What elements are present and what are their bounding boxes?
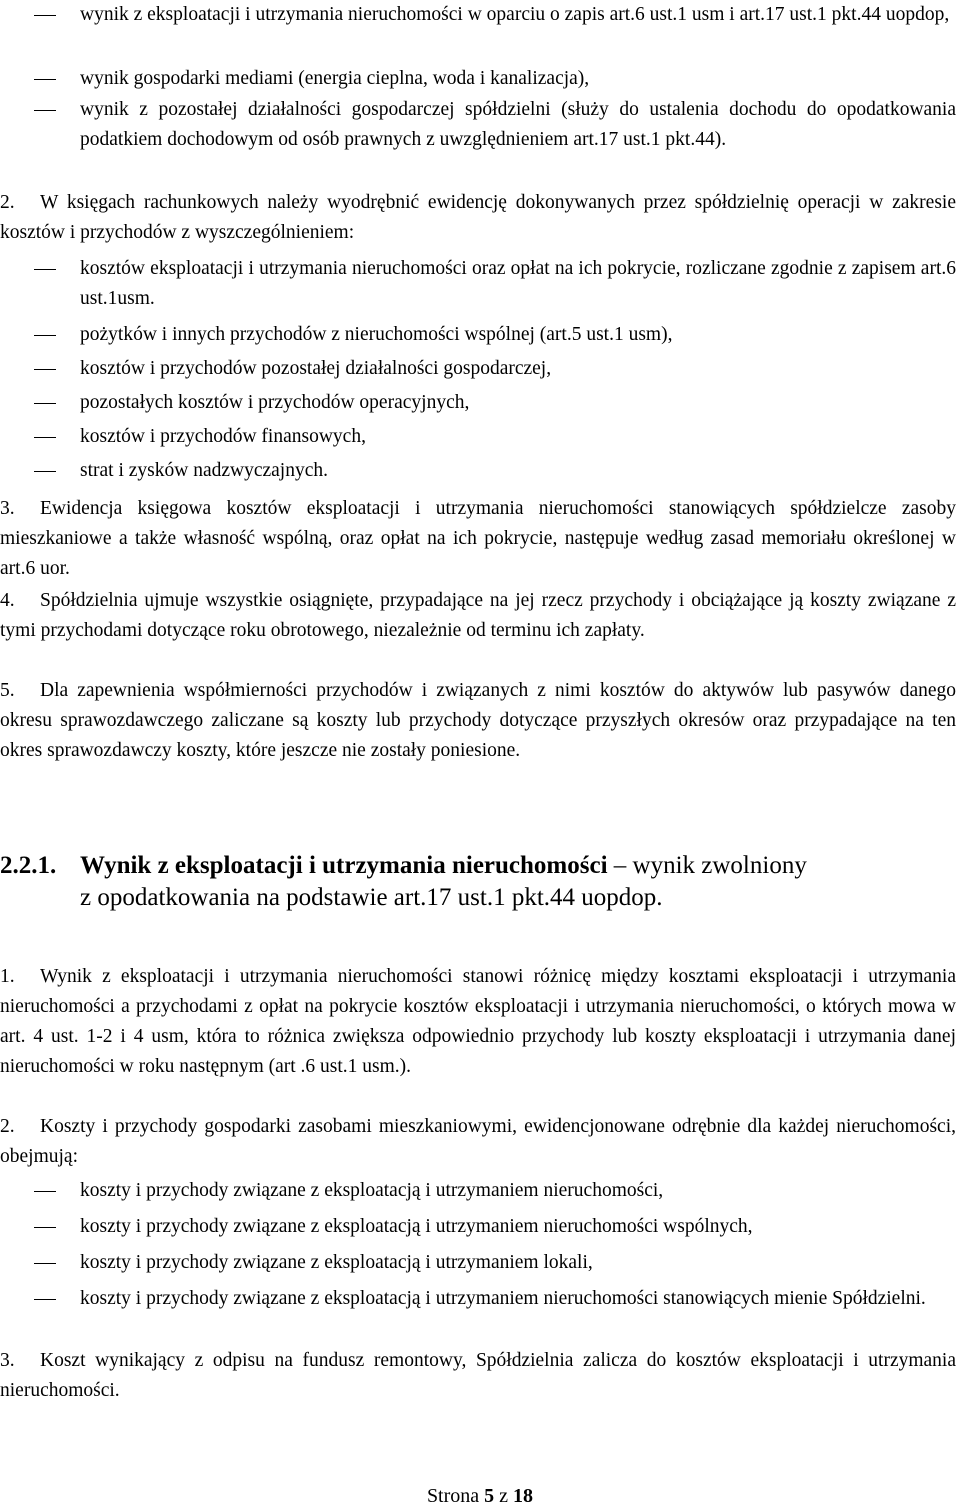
paragraph-text: Koszty i przychody gospodarki zasobami mieszkaniowymi, ewidencjonowane odrębnie dla każdej nieruchomości, obejmują: (0, 1116, 956, 1167)
paragraph-text: Dla zapewnienia współmierności przychodów i związanych z nimi kosztów do aktywów lub pasywów danego okresu sprawozdawczego zaliczane są koszty lub przychody dotyczące przyszłych okresów oraz przypadające na ten okres sprawozdawczy koszty, które jeszcze nie zostały poniesione. (0, 680, 956, 761)
section-number: 2.2.1. (0, 852, 57, 879)
paragraph-text: Ewidencja księgowa kosztów eksploatacji i utrzymania nieruchomości stanowiących spółdzielcze zasoby mieszkaniowe a także własność wspólną, oraz opłat na ich pokrycie, następuje według zasad memoriału określonej w art.6 uor. (0, 498, 956, 579)
total-pages-number: 18 (513, 1485, 534, 1507)
list-item (34, 388, 956, 418)
paragraph-number: 2. (0, 1116, 15, 1137)
numbered-paragraph (0, 586, 956, 646)
paragraph-text: Spółdzielnia ujmuje wszystkie osiągnięte, przypadające na jej rzecz przychody i obciążające ją koszty związane z tymi przychodami dotyczące roku obrotowego, niezależnie od terminu ich zapłaty. (0, 590, 956, 641)
list-item (34, 1212, 956, 1242)
paragraph-number: 1. (0, 966, 15, 987)
section-title-line2: z opodatkowania na podstawie art.17 ust.1 pkt.44 uopdop. (80, 884, 663, 911)
section-title-rest: – wynik zwolniony (613, 852, 807, 879)
list-item (34, 1284, 956, 1314)
current-page-number: 5 (484, 1485, 495, 1507)
list-item (34, 1248, 956, 1278)
numbered-paragraph (0, 1346, 956, 1406)
paragraph-number: 2. (0, 192, 15, 213)
list-item (34, 1176, 956, 1206)
paragraph-number: 3. (0, 498, 15, 519)
section-title-bold: Wynik z eksploatacji i utrzymania nieruchomości (80, 852, 608, 879)
list-item (34, 95, 956, 155)
list-item-text: koszty i przychody związane z eksploatacją i utrzymaniem lokali, (80, 1252, 593, 1273)
list-item-text: koszty i przychody związane z eksploatacją i utrzymaniem nieruchomości, (80, 1180, 664, 1201)
numbered-paragraph (0, 494, 956, 584)
list-item (34, 254, 956, 314)
list-item (34, 422, 956, 452)
paragraph-number: 3. (0, 1350, 15, 1371)
footer-prefix: Strona (426, 1485, 480, 1507)
list-item (34, 456, 956, 486)
list-item-text: pożytków i innych przychodów z nieruchomości wspólnej (art.5 ust.1 usm), (80, 324, 673, 345)
numbered-paragraph (0, 962, 956, 1082)
list-item-text: strat i zysków nadzwyczajnych. (80, 460, 328, 481)
paragraph-number: 5. (0, 680, 15, 701)
list-item-text: wynik z pozostałej działalności gospodarczej spółdzielni (służy do ustalenia dochodu do opodatkowania podatkiem dochodowym od osób prawnych z uwzględnieniem art.17 ust.1 pkt.44). (80, 99, 956, 150)
list-item (34, 0, 956, 30)
list-item (34, 354, 956, 384)
numbered-paragraph (0, 676, 956, 766)
list-item-text: koszty i przychody związane z eksploatacją i utrzymaniem nieruchomości stanowiących mienie Spółdzielni. (80, 1288, 926, 1309)
list-item (34, 320, 956, 350)
paragraph-text: Koszt wynikający z odpisu na fundusz remontowy, Spółdzielnia zalicza do kosztów eksploatacji i utrzymania nieruchomości. (0, 1350, 956, 1401)
list-item-text: kosztów i przychodów finansowych, (80, 426, 366, 447)
section-title-line1 (80, 850, 807, 882)
paragraph-text: W księgach rachunkowych należy wyodrębnić ewidencję dokonywanych przez spółdzielnię operacji w zakresie kosztów i przychodów z wyszczególnieniem: (0, 192, 956, 243)
numbered-paragraph (0, 188, 956, 248)
list-item-text: kosztów eksploatacji i utrzymania nieruchomości oraz opłat na ich pokrycie, rozliczane zgodnie z zapisem art.6 ust.1usm. (80, 258, 956, 309)
page-footer (0, 1484, 960, 1508)
list-item-text: koszty i przychody związane z eksploatacją i utrzymaniem nieruchomości wspólnych, (80, 1216, 753, 1237)
list-item-text: pozostałych kosztów i przychodów operacyjnych, (80, 392, 470, 413)
list-item-text: wynik z eksploatacji i utrzymania nieruchomości w oparciu o zapis art.6 ust.1 usm i art.17 ust.1 pkt.44 uopdop, (80, 4, 950, 25)
list-item-text: kosztów i przychodów pozostałej działalności gospodarczej, (80, 358, 552, 379)
list-item-text: wynik gospodarki mediami (energia cieplna, woda i kanalizacja), (80, 68, 590, 89)
list-item (34, 64, 956, 94)
paragraph-text: Wynik z eksploatacji i utrzymania nieruchomości stanowi różnicę między kosztami eksploatacji i utrzymania nieruchomości a przychodami z opłat na pokrycie kosztów eksploatacji i utrzymania nieruchomości, o których mowa w art. 4 ust. 1-2 i 4 usm, która to różnica zwiększa odpowiednio przychody lub koszty eksploatacji i utrzymania danej nieruchomości w roku następnym (art .6 ust.1 usm.). (0, 966, 956, 1077)
numbered-paragraph (0, 1112, 956, 1172)
footer-of: z (499, 1485, 509, 1507)
paragraph-number: 4. (0, 590, 15, 611)
